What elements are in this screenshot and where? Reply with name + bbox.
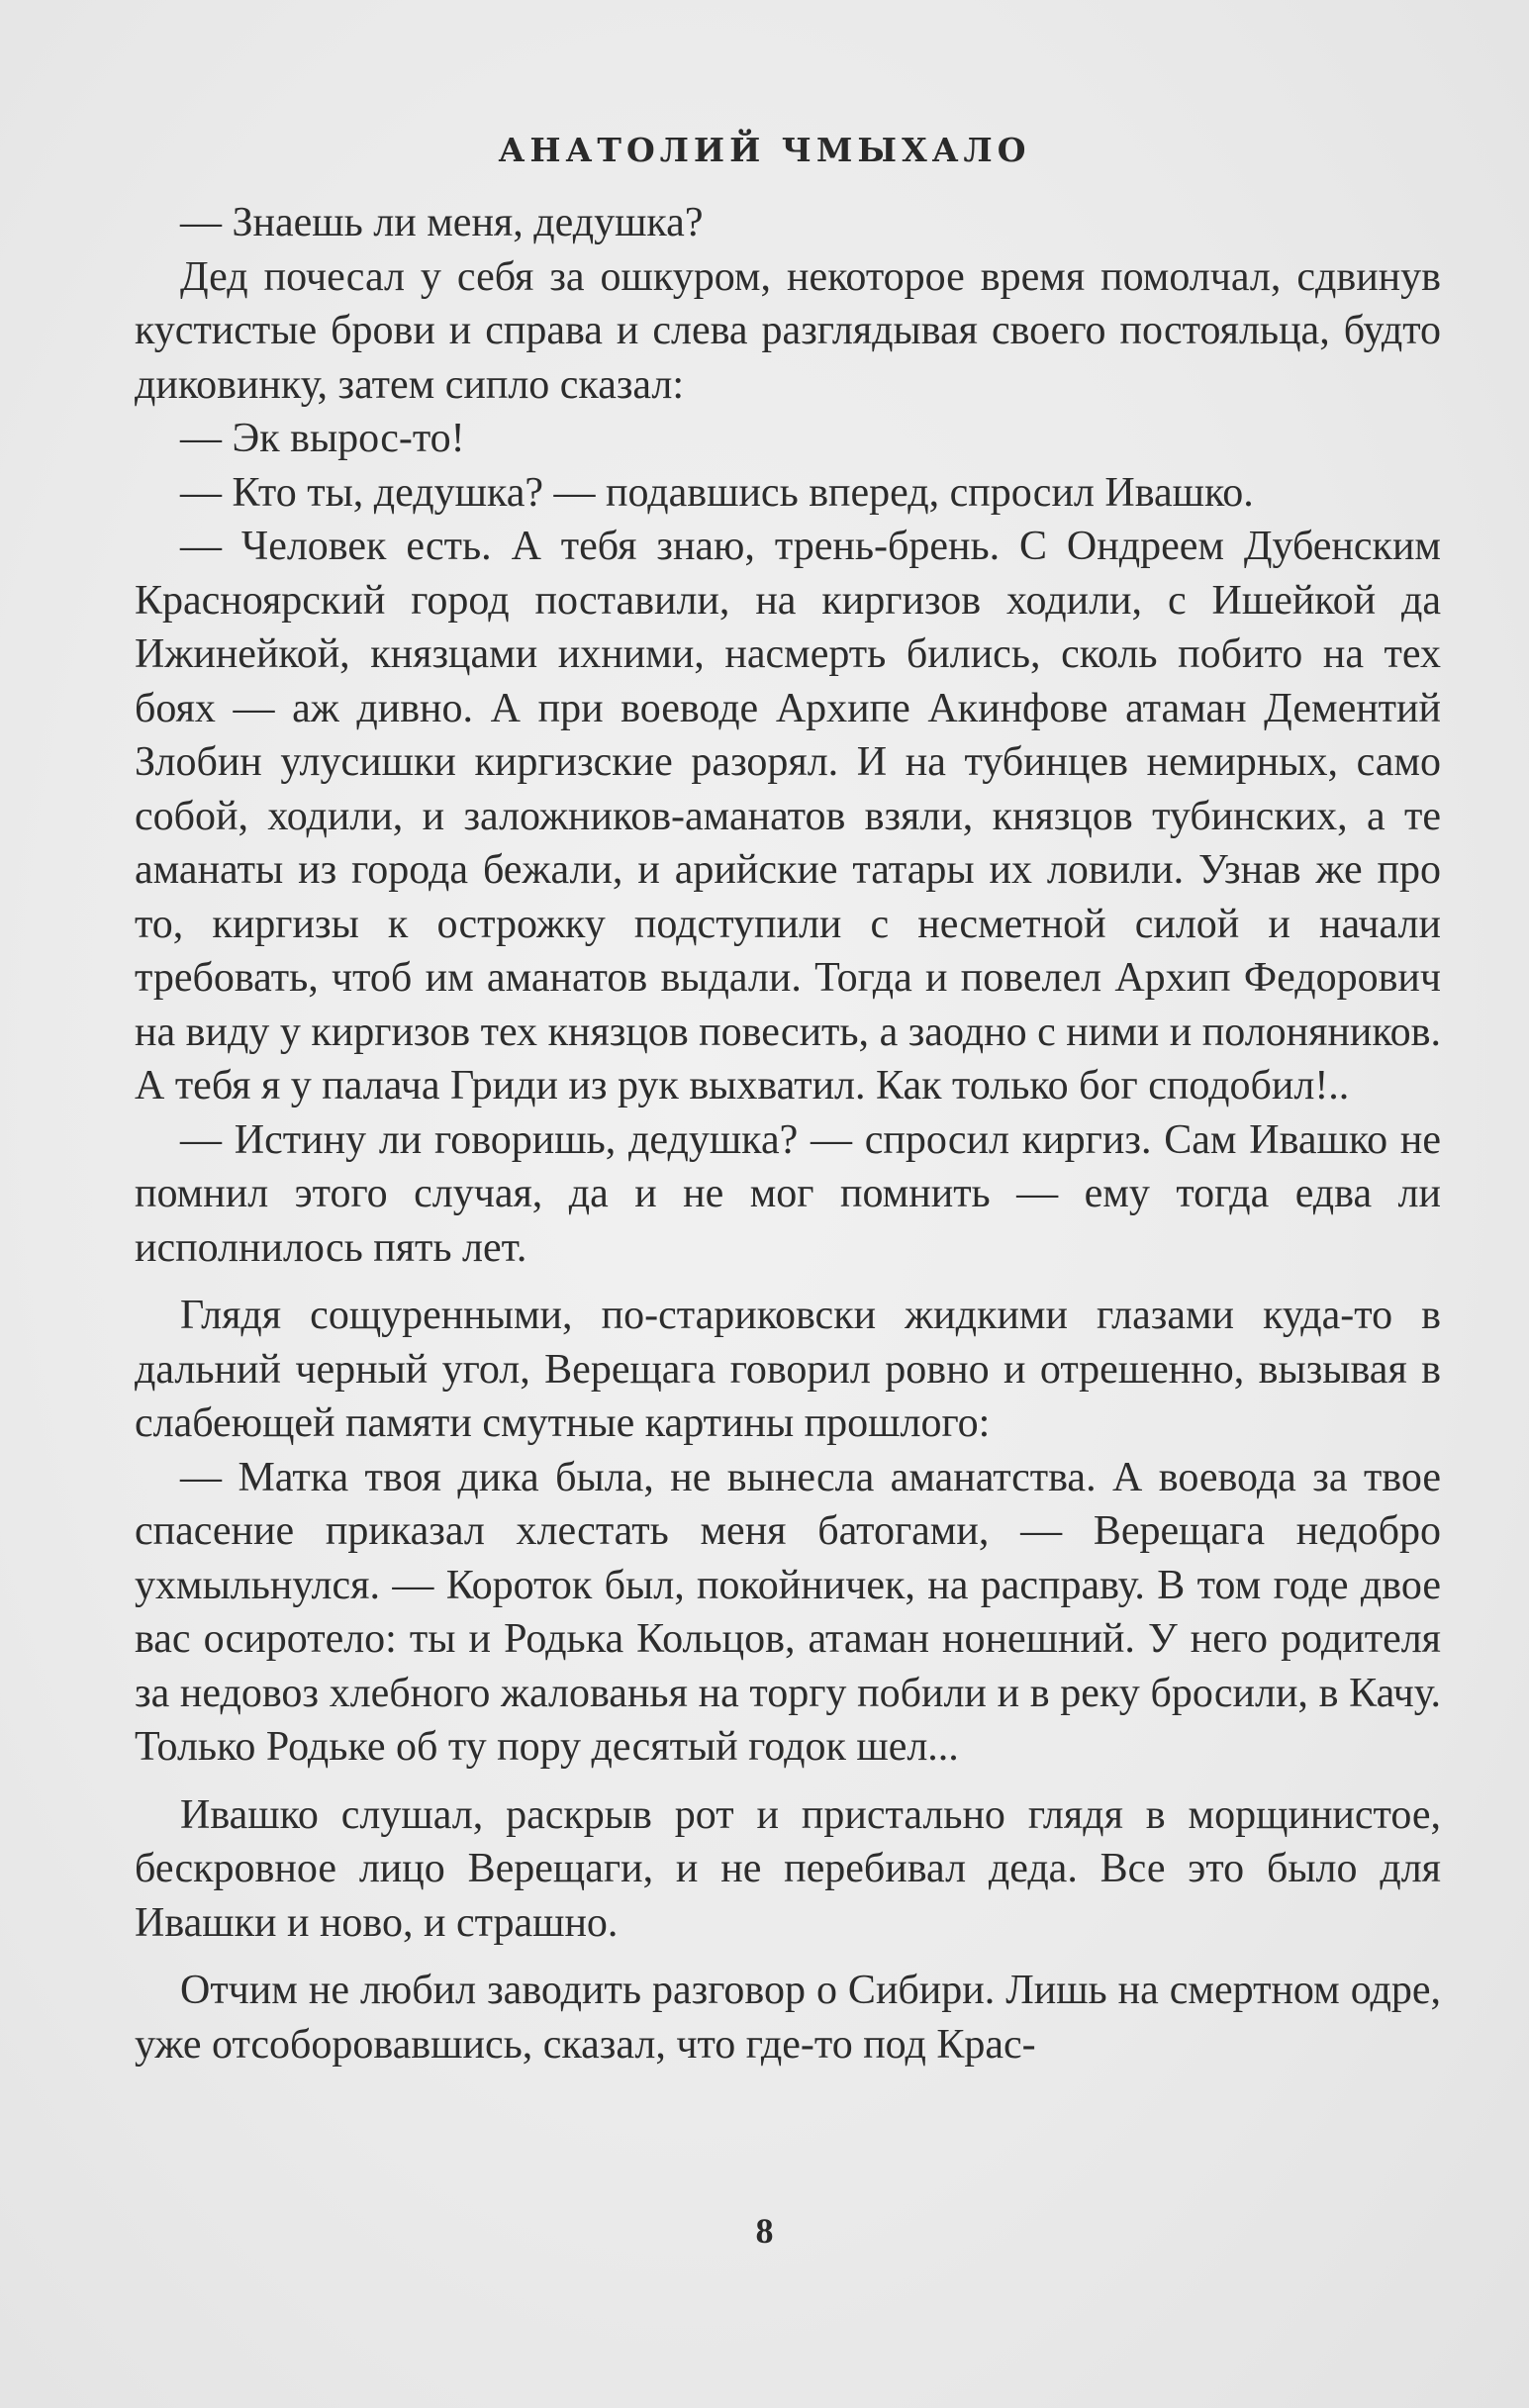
paragraph: — Человек есть. А тебя знаю, трень-брень. С Ондреем Дубенским Красноярский город поставили, на киргизов ходили, с Ишейкой да Ижинейкой, князцами ихними, насмерть бились, сколь побито на тех боях — аж дивно. А при воеводе Архипе Акинфове атаман Дементий Злобин улусишки киргизские разорял. И на тубинцев немирных, само собой, ходили, и заложников-аманатов взяли, князцов тубинских, а те аманаты из города бежали, и арийские татары их ловили. Узнав же про то, киргизы к острожку подступили с несметной силой и начали требовать, чтоб им аманатов выдали. Тогда и повелел Архип Федорович на виду у киргизов тех князцов повесить, а заодно с ними и полоняников. А тебя я у палача Гриди из рук выхватил. Как только бог сподобил!..	[135, 524, 1441, 1108]
paragraph: — Эк вырос-то!	[180, 416, 465, 461]
paragraph: Отчим не любил заводить разговор о Сибири. Лишь на смертном одре, уже отсоборовавшись, сказал, что где-то под Крас-	[135, 1968, 1441, 2068]
paragraph: — Знаешь ли меня, дедушка?	[180, 200, 704, 245]
paragraph: Дед почесал у себя за ошкуром, некоторое время помолчал, сдвинув кустистые брови и справа и слева разглядывая своего постояльца, будто диковинку, затем сипло сказал:	[135, 253, 1441, 408]
running-header: АНАТОЛИЙ ЧМЫХАЛО	[498, 131, 1031, 169]
paragraph: Ивашко слушал, раскрыв рот и пристально глядя в морщинистое, бескровное лицо Верещаги, и не перебивал деда. Все это было для Ивашки и ново, и страшно.	[135, 1791, 1441, 1946]
body-text	[135, 196, 1441, 2071]
paragraph: — Кто ты, дедушка? — подавшись вперед, спросил Ивашко.	[180, 469, 1254, 516]
page-number: 8	[755, 2211, 774, 2251]
paragraph: Глядя сощуренными, по-стариковски жидкими глазами куда-то в дальний черный угол, Верещага говорил ровно и отрешенно, вызывая в слабеющей памяти смутные картины прошлого:	[135, 1293, 1441, 1446]
paragraph: — Истину ли говоришь, дедушка? — спросил киргиз. Сам Ивашко не помнил этого случая, да и не мог помнить — ему тогда едва ли исполнилось пять лет.	[135, 1116, 1441, 1271]
paragraph: — Матка твоя дика была, не вынесла аманатства. А воевода за твое спасение приказал хлестать меня батогами, — Верещага недобро ухмыльнулся. — Короток был, покойничек, на расправу. В том годе двое вас осиротело: ты и Родька Кольцов, атаман нонешний. У него родителя за недовоз хлебного жалованья на торгу побили и в реку бросили, в Качу. Только Родьке об ту пору десятый годок шел...	[135, 1454, 1441, 1770]
